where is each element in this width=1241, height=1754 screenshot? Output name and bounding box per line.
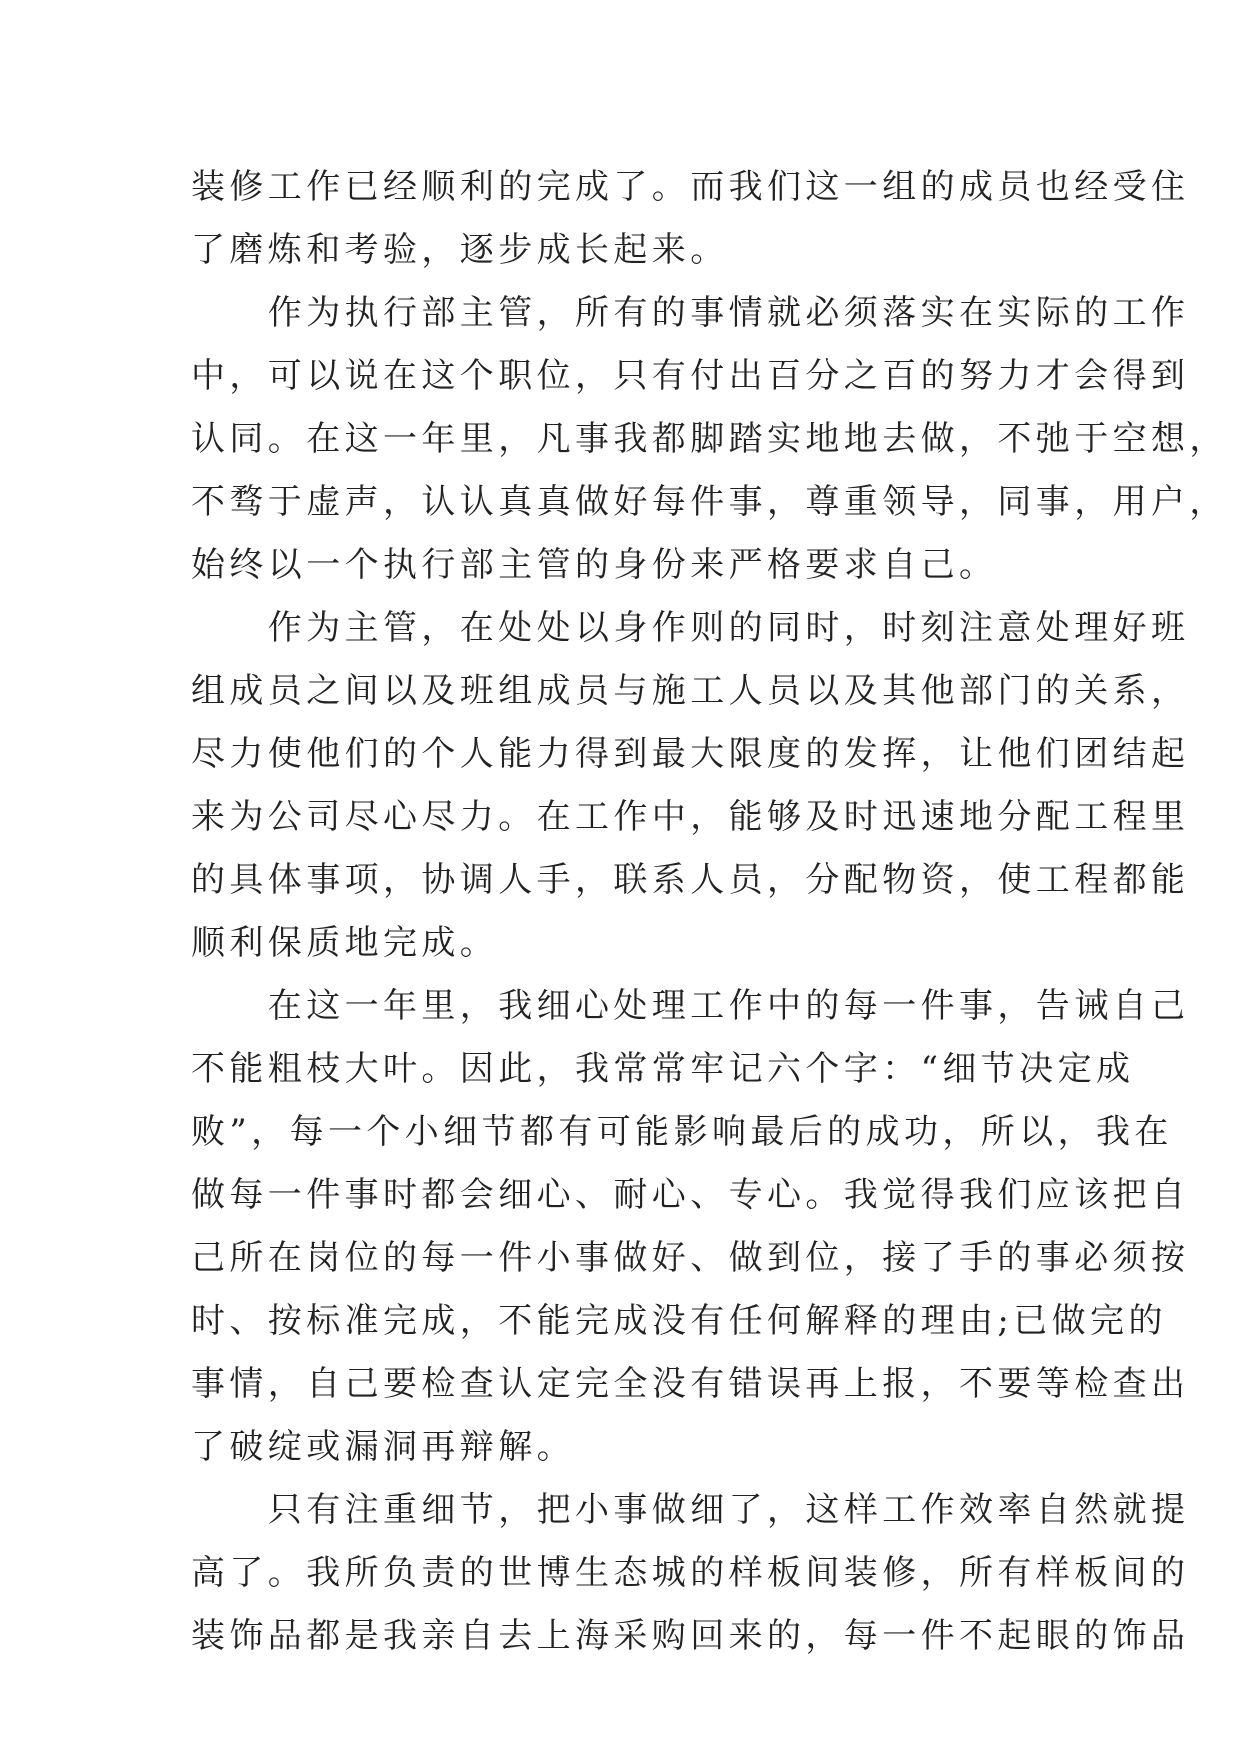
text-line: 中，可以说在这个职位，只有付出百分之百的努力才会得到 — [191, 356, 1190, 396]
text-line: 事情，自己要检查认定完全没有错误再上报，不要等检查出 — [191, 1364, 1190, 1404]
text-line: 装饰品都是我亲自去上海采购回来的，每一件不起眼的饰品 — [191, 1616, 1190, 1656]
text-line: 在这一年里，我细心处理工作中的每一件事，告诫自己 — [191, 986, 1190, 1026]
text-line: 始终以一个执行部主管的身份来严格要求自己。 — [191, 545, 998, 585]
text-line: 的具体事项，协调人手，联系人员，分配物资，使工程都能 — [191, 860, 1190, 900]
document-body — [191, 156, 1228, 1668]
text-line: 败”，每一个小细节都有可能影响最后的成功，所以，我在 — [191, 1112, 1173, 1152]
text-line: 尽力使他们的个人能力得到最大限度的发挥，让他们团结起 — [191, 734, 1190, 774]
text-line: 不骛于虚声，认认真真做好每件事，尊重领导，同事，用户， — [191, 482, 1228, 522]
text-line: 了磨炼和考验，逐步成长起来。 — [191, 230, 729, 270]
text-line: 组成员之间以及班组成员与施工人员以及其他部门的关系， — [191, 671, 1190, 711]
text-line: 作为主管，在处处以身作则的同时，时刻注意处理好班 — [191, 608, 1190, 648]
text-line: 不能粗枝大叶。因此，我常常牢记六个字：“细节决定成 — [191, 1049, 1135, 1089]
text-line: 顺利保质地完成。 — [191, 923, 499, 963]
text-line: 认同。在这一年里，凡事我都脚踏实地地去做，不弛于空想， — [191, 419, 1228, 459]
text-line: 只有注重细节，把小事做细了，这样工作效率自然就提 — [191, 1490, 1190, 1530]
text-line: 做每一件事时都会细心、耐心、专心。我觉得我们应该把自 — [191, 1175, 1190, 1215]
text-line: 己所在岗位的每一件小事做好、做到位，接了手的事必须按 — [191, 1238, 1190, 1278]
text-line: 装修工作已经顺利的完成了。而我们这一组的成员也经受住 — [191, 167, 1190, 207]
text-line: 了破绽或漏洞再辩解。 — [191, 1427, 575, 1467]
text-line: 作为执行部主管，所有的事情就必须落实在实际的工作 — [191, 293, 1190, 333]
text-line: 高了。我所负责的世博生态城的样板间装修，所有样板间的 — [191, 1553, 1190, 1593]
text-line: 来为公司尽心尽力。在工作中，能够及时迅速地分配工程里 — [191, 797, 1190, 837]
text-line: 时、按标准完成，不能完成没有任何解释的理由;已做完的 — [191, 1301, 1167, 1341]
